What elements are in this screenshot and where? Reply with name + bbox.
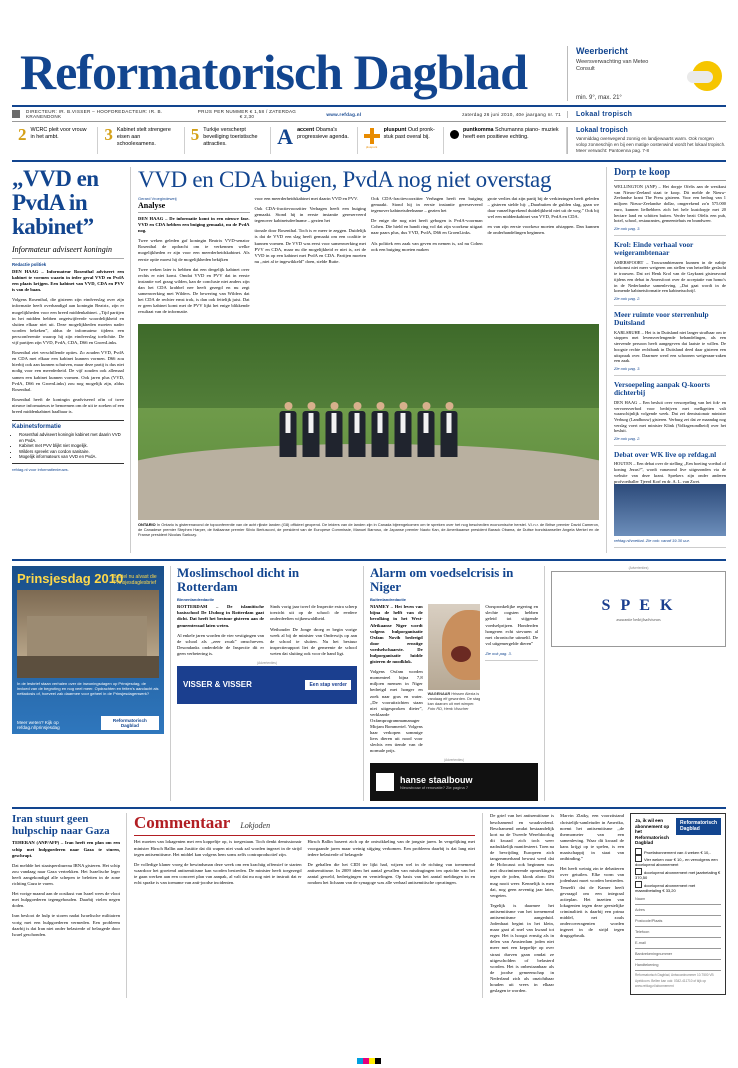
iran-paragraph: TEHERAN (ANP/AFP) – Iran heeft een plan om een schip met hulpgoederen naar Gaza te sturen, geschrapt. [12, 840, 120, 858]
square-marker-icon [12, 110, 20, 118]
photo-world-leaders [278, 402, 459, 433]
leader-figure [324, 402, 344, 433]
advertisement-label-2: (Advertenties) [444, 758, 464, 763]
coupon-option[interactable]: doorlopend abonnement met jaarbetaling € 370,50 [635, 869, 721, 881]
commentaar-paragraph: Hirsch Ballin baseert zich op de ontwikkeling van de jongste jaren. In vergelijking met voorgaande jaren maar weinig stijging verkomen. Een probleem daarbij is dat lang niet iedere belasterde of belasgede [307, 839, 475, 857]
teaser-text: Turkije verscherpt beveiliging toeristische attracties. [203, 127, 258, 147]
infobox-item: • Rosenthal adviseert koningin kabinet met daarin VVD en PvdA. [19, 432, 124, 443]
lead-left-paragraph: Volgens Rosenthal, die gisteren zijn eindverslag over zijn informatie heeft overhandigd aan koningin Beatrix, zijn er mogelijkheden voor een breed middenkabinet. „Tijd partijen in het midden hebben ongetwijfeerde woordelijkheid en sluiten elkaar niet uit. Deze mogelijkheden moeten nader worden bekeken”, aldus de informateur tijdens een persconferentie waarop hij zijn eindverslag toelichtte. De vijf partijen zijn VVD, PvdA, CDA, D66 en GroenLinks. [12, 297, 124, 346]
weather-source: Weersverwachting van Meteo Consult [576, 59, 649, 72]
spek-advertisement[interactable] [551, 571, 726, 647]
child-mouth [451, 646, 471, 662]
lead-mid-paragraph: De enige die nog niet heeft gebogen is PvdA-voorman Cohen. Die hield en handt ring vol dat zijn voorkeur uitgaat naar paars plus, dus VVD, PvdA, D66 en GroenLinks. [371, 218, 483, 236]
coupon-option[interactable]: Vier weken voor € 10,- en vervolgens een doorlopend abonnement [635, 856, 718, 868]
lead-left-body [12, 269, 124, 415]
rotterdam-paragraph: Wethouder De Jonge droeg er begin vorige week al bij de minister van Onderwijs op aan de school te sluiten. Nu het bestuur inspectierapport liet de gemeente de school weten dat sluiting ook voor de hand ligt. [270, 626, 357, 656]
teaser-text: Obama's progressieve agenda. [297, 127, 349, 140]
rotterdam-paragraph: Al enkele jaren worden de vier vestigingen van de school als ,,zeer zwak” omschreven. Desondanks onderdelde de Inspectie dit er geen verbetering is. [177, 632, 264, 656]
leader-figure [301, 402, 321, 433]
lead-left-byline: Redactie politiek [12, 262, 47, 267]
leader-figure [416, 402, 436, 433]
lead-mid-col-3 [371, 196, 483, 319]
rail-item-title[interactable]: Meer ruimte voor sterrenhulp Duitsland [614, 309, 709, 328]
lead-mid-paragraph: en van zijn eerste voorkeur moeten afstappen. Dan kunnen de onderhandelingen beginnen. [487, 224, 599, 236]
rotterdam-story [170, 566, 364, 801]
rail-item-more[interactable]: Zie ook pag. 3. [614, 226, 726, 236]
coupon-option[interactable]: doorlopend abonnement met maandbetaling € 33,20 [635, 882, 696, 893]
rail-item-more[interactable]: Zie ook pag. 2. [614, 436, 726, 446]
teaser-item[interactable] [185, 127, 271, 154]
kabinetsformatie-infobox [12, 420, 124, 464]
teaser-section-label: pluspunt [383, 127, 407, 133]
child-face [442, 610, 480, 680]
hanse-tagline: Nieuwbouw of renovatie? Zie pagina 7 [400, 784, 469, 790]
commentaar-paragraph: De grief van het antisemitisme is beschamend en wraakvolend. Beschamend omdat bestaandelijk kort na de Tweede Wereldoorlog dit kwaad zich toch weer nadrukkelijk manifesteert. Toen na de bevrijding Europeen zich tangzeamerhand bewust werd dat de Holocaust ook beginnen was met discriminerende opmerkingen tegen de joden, klonk alom: Dit mag nooit weer. Kennelijk is men dat, nog geen zeventig jaar later, vergeten. [490, 813, 554, 898]
coupon-field-naam[interactable]: Naam [635, 896, 721, 905]
lead-mid-paragraph: grote verlies dat zijn partij bij de verkiezingen heeft geleden – gisteren stelde hij: ,,Daarbuiten de gulden slag, gaan we daar vanzelfsprekend duidelijkheid niet uit de weg.” Ook bij wel een middenkabinet van VVD, PvdA en CDA. [487, 196, 599, 220]
commentaar-paragraph: Het heeft weinig zin te debatteren over getuilen. Elke vorm van jodenhaat moet worden bestreden. Tenzelft dat de Kamer heeft gevraagd om een integraal actieplan. Het inzetten van lokagenten tegen deze geestelijke criminaliteit is daarbij een prima middel, net zoals ondercoveragenten worden ingezet in de strijd tegen drugsgebruik. [560, 866, 624, 939]
ad-photo [17, 590, 159, 678]
teaser-text: Kabinet stelt strengere eisen aan schoolexamens. [116, 127, 171, 147]
colophon-masthead-credits: DIRECTEUR: IR. B.VISSER – HOOFDREDACTEUR: IR. B. KRANENDONK [26, 109, 163, 119]
iran-paragraph: Dat meldde het staatspersbureau IRNA gisteren. Het schip zou vandaag naar Gaza vertrekken. Het Israelische leger heeft aangekondigd alle schepen te beletten in de zone richting Gaza te varen. [12, 862, 120, 887]
colophon-date: zaterdag 26 juni 2010, 40e jaargang nr. 71 [462, 111, 561, 117]
coupon-field-telefoon[interactable]: Telefoon [635, 929, 721, 938]
spek-ad-column [545, 566, 726, 801]
lead-mid-headline[interactable]: VVD en CDA buigen, PvdA nog niet overstag [138, 167, 552, 192]
advertisement-label-3: (Advertenties) [628, 566, 649, 571]
g8-summit-photo [138, 324, 599, 520]
leader-figure [278, 402, 298, 433]
hanse-advertisement[interactable] [370, 763, 538, 801]
lead-left-paragraph: DEN HAAG – Informateur Rosenthal adviseert een kabinet te vormen waarin in ieder geval VVD en PvdA een plaats krijgen. Een kabinet van VVD, CDA en PVV is van de baan. [12, 269, 124, 293]
colophon-weather-tag: Lokaal tropisch [567, 111, 726, 118]
rotterdam-paragraph: Sinds vorig jaar twerf de Inspectie extra scherp toezicht uit op de school: de eerdere onderdeelten wijkenwaldheid. [270, 604, 357, 622]
rail-item-text: AMERSFOORT – Trouwambtenaren kunnen in de nabije toekomst niet meer weigeren om stellen van hetzelfde geslacht te trouwen. Dat zei Henk Krol van de Gaykrant gisteravond tijdens een debat in Amersfoort over de acceptatie van homo's in de Nederlandse samenleving. ,,Dat gaat wordt in de komende kabinetsformatie een kabinetsschrijf. [614, 259, 726, 294]
rail-item-title[interactable]: Krol: Einde verhaal voor weigerambtenaar [614, 239, 694, 258]
leader-figure [370, 402, 390, 433]
teaser-page-number: 3 [104, 125, 113, 144]
teaser-section-label: puntkomma [462, 127, 494, 133]
hanse-brand: hanse staalbouw [400, 774, 473, 785]
lead-mid-paragraph: Als politiek een zaak van geven en nemen is, zal nu Cohen ook een buiging moeten maken [371, 240, 483, 252]
rotterdam-headline[interactable]: Moslimschool dicht in Rotterdam [177, 565, 300, 595]
sun-icon [692, 61, 722, 91]
debate-photo [614, 484, 726, 536]
niger-headline[interactable]: Alarm om voedselcrisis in Niger [370, 565, 514, 595]
rail-item-text: DEN HAAG – Een besluit over versoepeling van het fok- en vervoersverbod voor bedrijven met melkgeiten valt waarschijnlijk volgende week. Dat zei demissionair minister Verburg (Landbouw) gisteren. Verburg zei dat ze maandag nog verslag voert met minister Klink (Volksgezondheid) over het besluit. [614, 399, 726, 434]
lead-mid-paragraph: Twee weken geleden gaf koningin Beatrix VVD-senator Rosenthal de opdracht om te verkennen welke mogelijkheden er zijn voor een meerderheidskabinet. Als eerste optie moest hij de mogelijkheden bekijken [138, 238, 250, 262]
rail-item-text: HOUTEN – Een debat over de stelling ,,Een boeiing voetbal of koning Jezus?”, wordt vanavond live uitgezonden via de website van deze krant. Sprekers zijn onder anderen profvoetballer Tjeerd Korf en dr. A. L. van Zwet. [614, 461, 726, 484]
lead-mid-paragraph: Ook CDA-fractievoorzitter Verhagen heeft een buiging gemaakt. Stond hij in eerste instantie gereserveerd tegenover kabinetsdeelname – gezien het [254, 206, 366, 224]
letter-a-icon: A [277, 124, 294, 149]
teaser-item-pluspunt[interactable] [358, 127, 444, 154]
lead-mid-byline: Gerard Vroegindeweij [138, 196, 177, 201]
teaser-weather-body: Vanmiddag overwegend zonnig en landjewaarts warm. Ook morgen volop zonneschijn en bij een matige oostenwind wordt het lokaal tropisch. Meer verwacht: Pantoenna pag. 7-8 [576, 136, 726, 153]
lead-mid-section: Analyse [138, 201, 250, 213]
coupon-footnote: Reformatorisch Dagblad, Antwoordnummer 10.7500 VB Apeldoorn. Bellen kan ook: 0342-411710 of kijk op www.refdag.nl/abonnement [635, 973, 714, 989]
rail-item-more[interactable]: refdag.nl/voetbal. Zie ook: vanaf 19.30 uur. [614, 538, 726, 548]
commentaar-paragraph: Tegelijk is daarmee het antisemitisme van het toenemend antisemitisme aangeduid. Jodenhaat begint in het klein, maar gaat al snel van kwaad tot erger. Het is hoogst ernstig als in delen van Amsterdam joden niet meer met een keppeltje op over straat durven gaan omdat ze uitgescholden of belasterd worden. Het is onbestaanbaar als de joodse gemeenschap in Nederland zich als onzichtbaar houden uit vrees in elkaar geslagen te worden. [490, 902, 554, 994]
niger-more-link[interactable]: Zie ook pag. 3. [485, 651, 538, 661]
coupon-title: Ja, ik wil een abonnement op het Reformatorisch Dagblad [635, 818, 670, 846]
rail-item-more[interactable]: Zie ook pag. 2. [614, 296, 726, 306]
visser-advertisement[interactable] [177, 666, 357, 704]
infobox-item: • Wilders spreekt van cordon sanitaire. [19, 449, 124, 455]
ad-publisher-logo: Reformatorisch Dagblad [101, 716, 159, 730]
checkbox-icon[interactable] [635, 868, 642, 875]
spek-brand: S P E K [601, 596, 676, 614]
niger-photo-caption [428, 692, 481, 711]
teaser-item[interactable] [98, 127, 184, 154]
teaser-page-number: 2 [18, 125, 27, 144]
niger-caption-lead: WAGENAAR [427, 692, 451, 697]
dot-icon [450, 130, 459, 139]
leader-figure [393, 402, 413, 433]
main-content [12, 167, 726, 553]
photo-caption [138, 522, 599, 537]
niger-paragraph: NIAMEY – Het leven van bijna de helft van de bevolking in het West-Afrikaanse Niger wordt volgens hulporganisatie Oxfam Novib bedreigd door ernstige voedselschaarste. De hulporganisatie luidde gisteren de noodklok. [370, 604, 423, 665]
rail-item-more[interactable]: Zie ook pag. 3. [614, 366, 726, 376]
commentaar-continued-2 [560, 813, 624, 998]
rotterdam-paragraph: ROTTERDAM – De islamitische basisschool De IJsdoog in Rotterdam gaat dicht. Dat heeft het bestuur gisteren aan de gemeenteraad laten weten. [177, 604, 264, 628]
rail-heading: Dorp te koop [614, 167, 726, 181]
lead-left-subhead: Informateur adviseert koningin [12, 245, 124, 259]
coupon-field-postcode[interactable]: Postcode/Plaats [635, 918, 721, 927]
child-photo [428, 604, 481, 690]
teaser-text: Schumanns piano- muziek heeft een positieve echting. [462, 127, 559, 140]
checkbox-icon[interactable] [635, 881, 642, 888]
prinsjesdag-ad-column [12, 566, 170, 801]
iran-paragraph: Het vorige maand aan de oostkust van Israel wees de vloot met hulpgoederen tegengehouden. Daarbij vielen negen doden. [12, 891, 120, 909]
lead-mid-paragraph: Twee weken later is hebben dat een dergelijk kabinet over rechts er niet komt. Omdat VVD en PVV dat in eerste instantie wel graag wilden, kan de conclusie niet anders zijn dan het CDA krabbel nee heeft gezegd en nu zegt samenwerking met Wilders. De bewering van Wilders dat het CDA de rechter ernst trok, is dan ook feitelijk juist. Dat er geen kabinet komt met de PVV lijkt het enige blikkende resultaat van de informatie. [138, 266, 250, 315]
rotterdam-body [177, 604, 357, 661]
newspaper-title: Reformatorisch Dagblad [20, 44, 528, 100]
lead-mid-col-4 [488, 196, 600, 319]
subscription-coupon-area [482, 813, 726, 998]
teaser-text: WCRC pleit voor vrouw in het ambt. [30, 127, 87, 140]
coupon-field-bankrekening[interactable]: Bankrekeningnummer [635, 951, 721, 960]
cmyk-registration-marks [357, 1058, 381, 1064]
commentaar-paragraph: Marvin Zlatky, een voorzitstand christelijk-samleiuder in Amerika, noemt het antisemitisme ,,de thermometer van een samenleving. Waar dit kwaad de kans krijgt op te spelen, is een maatschappij in staat van ontbinding.” [560, 813, 624, 862]
commentaar-header [134, 813, 475, 836]
commentaar-section [127, 813, 482, 998]
iran-story [12, 813, 127, 998]
lead-mid-dateline: DEN HAAG – De informatie komt in een nieuwe fase. VVD en CDA hebben een buiging gemaakt, nu de PvdA nog. [138, 216, 250, 234]
visser-cta[interactable]: Een stap verder [305, 680, 351, 690]
teaser-weather-column [567, 127, 726, 154]
weather-temperature: min. 9°, max. 21° [576, 95, 622, 101]
rail-item-title[interactable]: Debat over WK live op refdag.nl [614, 450, 717, 460]
infobox-title: Kabinetsformatie [12, 424, 62, 431]
photo-caption-location: ONTARIO [138, 522, 156, 528]
ad-caption: In de lesbrief staan verhalen over de inwoningsdagen op Prinsjesdag, de invloed van de begroting en nog veel meer. Opdrachten en feiten's aandacht als nettadosis of, hoeveel zak daarmee voor geheel in de Prinsjesdagenwerk? [17, 681, 159, 697]
lead-mid-paragraph: tionale door Rosenthal. Toch is er meer te zeggen. Duidelijk is dat de VVD een slag heeft gemaakt om een coalitie te kunnen vormen. De VVD was eerst voor samenwerking met PVV en CDA, maar nu die mogelijkheid er niet is, zet de VVD in op een kabinet met PvdA en CDA. Partijen moeten nu ,,niet al te ingewikkeld” doen, stelde Rutte. [254, 228, 366, 264]
colophon-website[interactable]: www.refdag.nl [326, 111, 362, 117]
teaser-item[interactable] [12, 127, 98, 154]
teaser-item-accent[interactable] [271, 124, 357, 154]
lead-mid-paragraph: Ook CDA-fractievoorzitter Verhagen heeft een buiging gemaakt. Stond hij in eerste instantie gereserveerd tegenover kabinetsdeelname – gezien het [371, 196, 483, 214]
niger-paragraph: Volgens Oxfam worden momenteel bijna 7,8 miljoen mensen in Niger bedreigd met honger en zoek naar gras en water. ,,De vooruitzichten staan niet uitgesproken dieter”, verklaarde Oxfamprogrammamanager Mirjam Bommertel. Volgens haar verkopen sommige liers dieren uit nood voor slechts een tiende van de normale prijs. [370, 669, 423, 754]
center-column [131, 167, 606, 553]
rail-item-title[interactable]: Versoepeling aanpak Q-koorts dichterbij [614, 379, 710, 398]
commentaar-title: Commentaar [134, 813, 231, 833]
lead-mid-col-2 [255, 196, 367, 319]
ad-crowd [17, 656, 159, 678]
coupon-option[interactable]: Proefabonnement van 4 weken € 10,- [635, 848, 721, 855]
teaser-weather-heading: Lokaal tropisch [576, 127, 628, 134]
commentaar-paragraph: De gehallen die het CIDI ter lijkt had, wijzen wel in de richting van toenemend antisemitisme. In 2009 idem het aantal gevallen van misdragingen ten opzichte van het aantal geweld, bedreigingen en vernielingen. Op basis van het aantal meldingen in en rondom het lichaam van de synagoge was alle verbaal antisemitische opvatingen. [307, 861, 475, 886]
leader-figure [439, 402, 459, 433]
checkbox-icon[interactable] [635, 848, 642, 855]
niger-story [364, 566, 545, 801]
masthead [12, 0, 726, 101]
commentaar-subject: Lokjoden [240, 821, 271, 831]
lead-left-paragraph: Rosenthal heeft de koningin geadviseerd ofin of twee nieuwe informateurs te benoemen om de uit te zoeken of een breed middenkabinet haalbaar is. [12, 396, 124, 414]
commentaar-continued [490, 813, 554, 998]
colophon-price: PRIJS PER NUMMER € 1,58 / ZATERDAG € 2,30 [197, 109, 297, 119]
weather-heading: Weerbericht [576, 46, 628, 56]
plus-icon [364, 128, 380, 144]
colophon-bar [12, 105, 726, 122]
third-band [12, 807, 726, 998]
visser-brand: VISSER & VISSER [183, 680, 252, 690]
infobox-item: • Mogelijk informateurs van VVD en PvdA. [19, 454, 124, 460]
rail-item-text: WELLINGTON (ANP) – Het dorpje Ofelis aan de westkust van Nieuw-Zeeland staat te koop. Dit melde de Nieuw-Zeelandse krant The Press gisteren. Voor een bedrag van 1 miljoen Nieuw-Zeelandse dollar, omgerekend zo'n 575.000 euro, kunnen liefhebbers zich het hele kustdorpje met 20 hectare land en schitten buiten. Verder bezit Ofelis een pub, hotel, school, restaurantes, gemeentehuis en brandweer. [614, 184, 726, 224]
ad-badge: Bestel nu alvast die Prinsjesdaglesbrief [113, 574, 157, 587]
coupon-field-handtekening[interactable]: Handtekening [635, 962, 721, 971]
niger-paragraph: Oorspronkelijke regering en slechte oogsten hebben geleid tot stijgende voedselprijzen. Honderden hongeren echt stevaren al met chronische uitmeltl. De vol uitgemergelde dieren” [485, 604, 539, 646]
lead-mid-columns [138, 196, 599, 319]
coupon-logo: Reformatorisch Dagblad [676, 818, 721, 835]
rail-item-text: KARLSRUHE – Het is in Duitsland niet langer strafbaar om te stoppen met levensverlengende behandelingen, als een stervende persoon heeft aangegeven dat laatste te willen. De hoogste rechte rechtbank in Duitsland deed daar gisteren een uitspraak over. Daarmee werd een schoonen weigeraan-zaken een zaak. [614, 329, 726, 364]
niger-caption-text: Hrissen Alexia is vandaag elf geworden. De stag kan daarom uit met wimper. [427, 692, 481, 706]
photo-path [138, 444, 599, 520]
niger-photo-credit: Foto RD, Henk Visscher [427, 706, 469, 711]
teaser-section-label: accent [297, 127, 315, 133]
right-rail [606, 167, 726, 553]
prinsjesdag-advertisement[interactable] [12, 566, 164, 734]
lead-left-paragraph: Rosenthal ziet verschillende opties. Zo zouden VVD, PvdA en CDA met elkaar een kabinet kunnen vormen. D66 zou hierbij ook aan kunnen schuiven, maar deze partij is dus niet nodig voor een meerderheid. De vijf zouden ook allemaal samen een kabinet kunnen vormen. Ook jaren plus (VVD, PvdA, D66 en GroenLinks) zou nog mogelijk zijn, aldus Rosenthal. [12, 350, 124, 392]
infobox-item: • Kabinet met PVV blijkt niet mogelijk. [19, 443, 124, 449]
leader-figure [347, 402, 367, 433]
hanse-logo-icon [376, 773, 394, 791]
ad-title: Prinsjesdag 2010 [17, 571, 124, 587]
lead-left-headline[interactable]: „VVD en PvdA in kabinet” [12, 166, 99, 239]
plus-icon-label: pluspunt [365, 145, 378, 149]
commentaar-paragraph: Het moeten van lokagenten met een koppeltje op, is toegestaan. Toch denkt demissionair minister Hirsch Ballin aan Justitie dat dit wapen niet vaak zal worden ingezet in de strijd tegen antisemitisme. Het middel kan volgens hem soms zelfs contraproductief zijn. [134, 839, 302, 857]
iran-body [12, 840, 120, 937]
refdag-link[interactable]: refdag.nl voor informatienieuws. [12, 467, 69, 473]
teaser-page-number: 5 [190, 125, 200, 144]
lead-mid-col-1 [138, 196, 250, 319]
left-column [12, 167, 131, 553]
coupon-field-email[interactable]: E-mail [635, 940, 721, 949]
second-band [12, 559, 726, 801]
coupon-field-adres[interactable]: Adres [635, 907, 721, 916]
advertisement-label: (Advertenties) [257, 660, 277, 665]
rotterdam-kicker: Binnenlandredactie [177, 597, 215, 603]
teaser-text: Oud pronk- stuk past overal bij. [383, 127, 435, 140]
commentaar-body [134, 839, 475, 890]
iran-paragraph: Iran besloot de hulp te storen nadat Israelische militairen vorig met een hulpgoederen vermeden. Een probleem daarbij is dat Iran niet onder belasterde of belasgede door Israel geschonden. [12, 913, 120, 937]
subscription-coupon[interactable] [630, 813, 726, 994]
teaser-item-puntkomma[interactable] [444, 127, 567, 154]
iran-headline[interactable]: Iran stuurt geen hulpschip naar Gaza [12, 813, 110, 838]
teaser-bar [12, 122, 726, 162]
ad-more-link[interactable]: Meer weten? Kijk op refdag.nl/prinsjesdag [17, 720, 60, 731]
niger-kicker: Buitenlandredactie [370, 597, 407, 603]
weather-box [567, 46, 726, 101]
checkbox-icon[interactable] [635, 855, 642, 862]
commentaar-paragraph: De volledige klaner vroeg de bewindsman deze week om een krachtig offensief te starten waardoor het groeiend antisemitisme kan worden bestreden. De minister heeft toegezegd te gaan werken aan een concreet plan van aanpak, al valt dat nu nog niet te instruit dat er echt sprake is van toename van anti-joodse incidenten. [134, 861, 302, 886]
lead-mid-paragraph: voor een meerderheidskabinet met daarin VVD en PVV. [254, 196, 358, 201]
photo-caption-text: In Ontario is gisterenavond de topconferentie van de acht rijkste landen (G8) officieel geopend. De leiders van de landen zijn in Canada bijeengekomen om te spreken over het nog beschedien economische herstel. V.l.n.r. de Britse premier David Cameron, de Canadese premier Stephen Harper, de Italiaanse premier Silvio Berlusconi, de president van de Europese Commissie, Manuel Barroso, de Japanse premier Naoto Kan, de Amerikaanse president Barack Obama, de Duitse bondskanselier Angela Merkel en de Franse president Nicolas Sarkozy. [138, 522, 599, 538]
spek-sub: assurantie bedrijfsadviseurs [616, 616, 661, 622]
